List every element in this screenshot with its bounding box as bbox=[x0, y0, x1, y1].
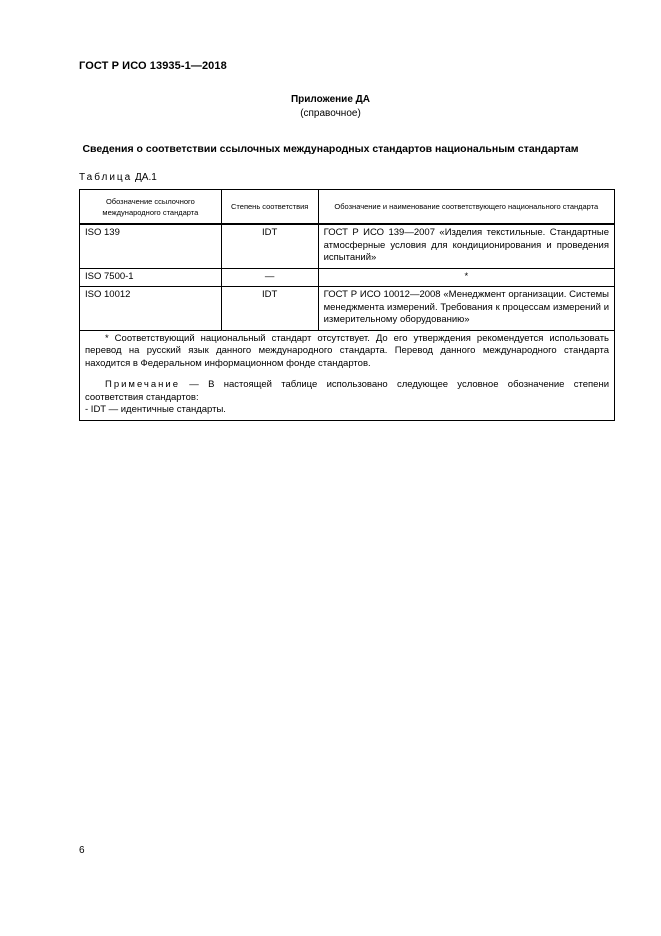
cell-reference: ISO 10012 bbox=[80, 287, 222, 331]
table-footnote-row bbox=[80, 330, 615, 420]
section-title: Сведения о соответствии ссылочных международных стандартов национальным стандартам bbox=[82, 143, 579, 155]
appendix-heading bbox=[0, 93, 661, 121]
cell-degree: IDT bbox=[221, 287, 318, 331]
table-row bbox=[80, 224, 615, 268]
cell-reference: ISO 139 bbox=[80, 224, 222, 268]
cell-national: ГОСТ Р ИСО 139—2007 «Изделия текстильные. Стандартные атмосферные условия для кондиционирования и проведения испытаний» bbox=[318, 224, 614, 268]
header-reference-standard: Обозначение ссылочного международного стандарта bbox=[80, 190, 222, 225]
table-note bbox=[85, 379, 609, 404]
table-caption bbox=[79, 172, 157, 183]
page-number: 6 bbox=[79, 845, 85, 856]
table-row bbox=[80, 268, 615, 287]
table-note-item: - IDT — идентичные стандарты. bbox=[85, 404, 226, 415]
document-header: ГОСТ Р ИСО 13935-1—2018 bbox=[79, 60, 227, 72]
cell-national: ГОСТ Р ИСО 10012—2008 «Менеджмент организации. Системы менеджмента измерений. Требования к процессам измерений и измерительному оборудованию» bbox=[318, 287, 614, 331]
cell-reference: ISO 7500-1 bbox=[80, 268, 222, 287]
cell-national: * bbox=[318, 268, 614, 287]
table-caption-number: ДА.1 bbox=[132, 172, 157, 183]
header-national-standard: Обозначение и наименование соответствующего национального стандарта bbox=[318, 190, 614, 225]
table-footnote-cell bbox=[80, 330, 615, 420]
cell-degree: — bbox=[221, 268, 318, 287]
correspondence-table bbox=[79, 189, 615, 421]
table-footnote: * Соответствующий национальный стандарт отсутствует. До его утверждения рекомендуется использовать перевод на русский язык данного международного стандарта. Перевод данного международного стандарта находится в Федеральном информационном фонде стандартов. bbox=[85, 332, 609, 369]
table-header-row bbox=[80, 190, 615, 225]
header-degree: Степень соответствия bbox=[221, 190, 318, 225]
cell-degree: IDT bbox=[221, 224, 318, 268]
appendix-title: Приложение ДА bbox=[290, 94, 371, 105]
appendix-subtitle: (справочное) bbox=[300, 108, 361, 119]
table-note-word: Примечание bbox=[105, 379, 180, 390]
table-note-text: — В настоящей таблице использовано следующее условное обозначение степени соответствия стандартов: bbox=[85, 379, 609, 403]
table-row bbox=[80, 287, 615, 331]
table-caption-word: Таблица bbox=[79, 172, 133, 183]
